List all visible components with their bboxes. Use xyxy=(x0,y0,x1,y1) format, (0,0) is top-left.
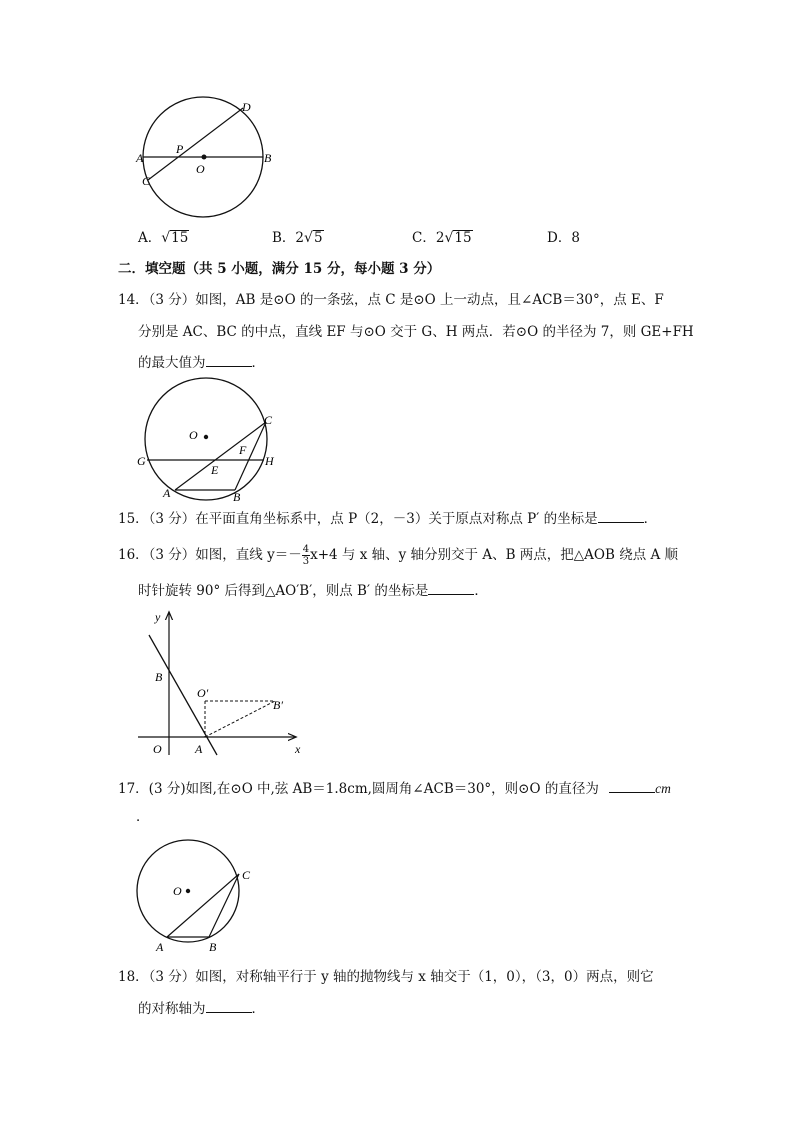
choice-a[interactable]: A．√15 xyxy=(138,230,189,246)
q16-line2 xyxy=(138,582,488,600)
choice-value: 8 xyxy=(571,230,580,246)
label-o-prime: O′ xyxy=(197,686,209,700)
choice-letter: C． xyxy=(412,230,436,246)
center-point xyxy=(186,889,190,893)
label-g: G xyxy=(137,454,146,468)
label-a: A xyxy=(195,742,203,756)
q17-line2: ． xyxy=(136,809,150,825)
figure-q17 xyxy=(133,835,268,960)
q15-tail: ． xyxy=(643,511,658,527)
q18-line1: 18．（3 分）如图，对称轴平行于 y 轴的抛物线与 x 轴交于（1，0），（3，0）两点，则它 xyxy=(118,969,654,985)
choice-letter: B． xyxy=(272,230,296,246)
radicand: 15 xyxy=(454,230,472,246)
label-p: P xyxy=(176,142,184,156)
label-o: O xyxy=(196,162,205,176)
center-point xyxy=(202,155,207,160)
label-c: C xyxy=(264,413,273,427)
fraction-denominator: 3 xyxy=(302,556,310,567)
answer-blank[interactable] xyxy=(598,510,644,523)
label-c: C xyxy=(142,174,151,188)
center-point xyxy=(204,435,208,439)
q15-text: 15．（3 分）在平面直角坐标系中，点 P（2，－3）关于原点对称点 P′ 的坐标是 xyxy=(118,511,598,527)
answer-blank[interactable] xyxy=(428,582,474,595)
figure-q13 xyxy=(130,95,280,220)
answer-blank[interactable] xyxy=(206,354,252,367)
q14-line2: 分别是 AC、BC 的中点，直线 EF 与⊙O 交于 G、H 两点．若⊙O 的半径为 7，则 GE+FH xyxy=(138,324,694,340)
section-title: 二．填空题（共 5 小题，满分 15 分，每小题 3 分） xyxy=(118,261,441,277)
label-a: A xyxy=(156,940,164,954)
q14-line3-text: 的最大值为 xyxy=(138,355,206,371)
label-b: B xyxy=(233,490,241,504)
label-a: A xyxy=(163,486,171,500)
label-o: O xyxy=(153,742,162,756)
figure-q16 xyxy=(135,605,310,760)
choice-letter: A． xyxy=(138,230,162,246)
choice-c[interactable]: C．2√15 xyxy=(412,230,472,246)
q18-line2 xyxy=(138,1000,265,1018)
radicand: 5 xyxy=(313,230,323,246)
coef: 2 xyxy=(295,230,305,246)
figure-q14 xyxy=(133,375,283,505)
label-b: B xyxy=(264,151,272,165)
q14-line3 xyxy=(138,354,265,372)
q17-line1 xyxy=(118,780,671,798)
label-x: x xyxy=(295,742,301,756)
q16-tail: ． xyxy=(474,583,488,599)
fraction-numerator: 4 xyxy=(302,544,310,555)
label-b-prime: B′ xyxy=(273,698,283,712)
q18-line2-text: 的对称轴为 xyxy=(138,1001,206,1017)
label-h: H xyxy=(265,454,274,468)
label-d: D xyxy=(242,100,251,114)
label-b: B xyxy=(155,670,163,684)
label-o: O xyxy=(189,428,198,442)
answer-blank[interactable] xyxy=(206,1000,252,1013)
choice-b[interactable]: B．2√5 xyxy=(272,230,323,246)
answer-blank[interactable] xyxy=(609,780,655,793)
label-y: y xyxy=(155,610,161,624)
choice-d[interactable] xyxy=(547,229,580,247)
q16-text-post: x+4 与 x 轴、y 轴分别交于 A、B 两点，把△AOB 绕点 A 顺 xyxy=(310,547,679,563)
coef: 2 xyxy=(435,230,445,246)
q18-tail: ． xyxy=(251,1001,265,1017)
q14-tail: ． xyxy=(251,355,265,371)
fraction xyxy=(302,544,310,567)
q17-text: 17．(3 分)如图,在⊙O 中,弦 AB＝1.8cm,圆周角∠ACB＝30°，则⊙O 的直径为 xyxy=(118,781,599,797)
choice-letter: D． xyxy=(547,230,572,246)
radicand: 15 xyxy=(171,230,189,246)
q17-unit: cm xyxy=(655,781,671,796)
dashed-a-b-prime xyxy=(205,701,275,737)
q14-line1: 14．（3 分）如图，AB 是⊙O 的一条弦，点 C 是⊙O 上一动点，且∠ACB＝30°，点 E、F xyxy=(118,292,664,308)
q16-line2-text: 时针旋转 90° 后得到△AO′B′，则点 B′ 的坐标是 xyxy=(138,583,429,599)
q16-line1 xyxy=(118,544,678,567)
label-a: A xyxy=(136,151,144,165)
q16-text-pre: 16．（3 分）如图，直线 y＝－ xyxy=(118,547,302,563)
label-b: B xyxy=(209,940,217,954)
q15-line xyxy=(118,510,657,528)
label-f: F xyxy=(239,443,247,457)
label-o: O xyxy=(173,884,182,898)
label-e: E xyxy=(211,463,219,477)
label-c: C xyxy=(242,868,251,882)
